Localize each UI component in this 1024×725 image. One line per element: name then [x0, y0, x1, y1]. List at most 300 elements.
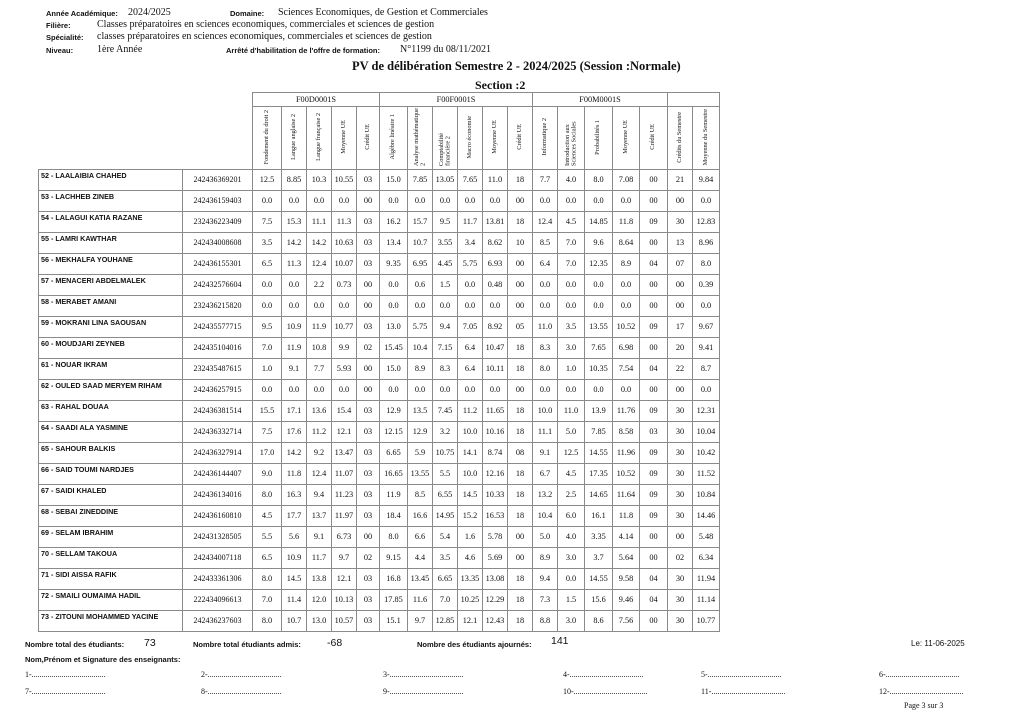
- grade-cell: 8.0: [380, 527, 408, 548]
- subject-header: [282, 107, 307, 170]
- grade-cell: 11.07: [332, 464, 357, 485]
- subject-header-label: Moyenne UE: [621, 120, 629, 154]
- student-matricule: 232435487615: [183, 359, 253, 380]
- table-row: [39, 548, 720, 569]
- student-name: 56 - MEKHALFA YOUHANE: [39, 254, 183, 275]
- student-matricule: 242431328505: [183, 527, 253, 548]
- page-title: PV de délibération Semestre 2 - 2024/2025 (Session :Normale): [352, 59, 681, 73]
- grade-cell: 0.0: [558, 296, 585, 317]
- module-header: F00M0001S: [533, 93, 668, 107]
- grade-cell: 30: [668, 569, 693, 590]
- student-matricule: 242436327914: [183, 443, 253, 464]
- grade-cell: 5.75: [408, 317, 433, 338]
- grade-cell: 8.74: [483, 443, 508, 464]
- subject-header-label: Probabilités 1: [594, 119, 602, 155]
- signature-line: 11-.....................................: [701, 687, 786, 696]
- grade-cell: 11.7: [307, 548, 332, 569]
- student-name: 65 - SAHOUR BALKIS: [39, 443, 183, 464]
- grade-cell: 00: [357, 191, 380, 212]
- grade-cell: 17.1: [282, 401, 307, 422]
- grade-cell: 9.7: [332, 548, 357, 569]
- grade-cell: 0.73: [332, 275, 357, 296]
- grade-cell: 0.0: [613, 275, 640, 296]
- grade-cell: 6.34: [693, 548, 720, 569]
- grade-cell: 0.0: [380, 296, 408, 317]
- table-row: [39, 191, 720, 212]
- grade-cell: 8.0: [693, 254, 720, 275]
- grade-cell: 13.47: [332, 443, 357, 464]
- signature-title: Nom,Prénom et Signature des enseignants:: [25, 655, 181, 664]
- grade-cell: 10.7: [408, 233, 433, 254]
- grade-cell: 13.8: [307, 569, 332, 590]
- subject-header: [357, 107, 380, 170]
- student-matricule: 242434008608: [183, 233, 253, 254]
- grade-cell: 00: [508, 527, 533, 548]
- grade-cell: 13.2: [533, 485, 558, 506]
- grade-cell: 6.93: [483, 254, 508, 275]
- grade-cell: 08: [508, 443, 533, 464]
- grade-cell: 8.9: [408, 359, 433, 380]
- grade-cell: 13.55: [585, 317, 613, 338]
- grade-cell: 11.1: [533, 422, 558, 443]
- arrete-value: N°1199 du 08/11/2021: [400, 44, 492, 55]
- subject-header: [508, 107, 533, 170]
- grade-cell: 00: [640, 170, 668, 191]
- table-row: [39, 506, 720, 527]
- student-name: 63 - RAHAL DOUAA: [39, 401, 183, 422]
- grade-cell: 16.3: [282, 485, 307, 506]
- grade-cell: 14.1: [458, 443, 483, 464]
- grade-cell: 11.3: [332, 212, 357, 233]
- grade-cell: 11.8: [613, 506, 640, 527]
- grade-cell: 0.0: [458, 380, 483, 401]
- grade-cell: 04: [640, 569, 668, 590]
- grade-cell: 03: [357, 170, 380, 191]
- grade-cell: 3.0: [558, 338, 585, 359]
- grade-cell: 7.56: [613, 611, 640, 632]
- grade-cell: 6.4: [533, 254, 558, 275]
- grade-cell: 6.5: [253, 548, 282, 569]
- grade-cell: 8.5: [533, 233, 558, 254]
- grade-cell: 09: [640, 464, 668, 485]
- subject-header: [380, 107, 408, 170]
- grade-cell: 8.0: [253, 485, 282, 506]
- grade-cell: 03: [357, 317, 380, 338]
- student-matricule: 242433361306: [183, 569, 253, 590]
- grade-cell: 6.0: [558, 506, 585, 527]
- grade-cell: 18: [508, 590, 533, 611]
- grade-cell: 1.5: [558, 590, 585, 611]
- table-row: [39, 464, 720, 485]
- grade-cell: 0.0: [253, 191, 282, 212]
- grade-cell: 7.5: [253, 422, 282, 443]
- grade-cell: 17.6: [282, 422, 307, 443]
- grade-cell: 10.0: [458, 422, 483, 443]
- grade-cell: 5.64: [613, 548, 640, 569]
- grade-cell: 9.35: [380, 254, 408, 275]
- grade-cell: 0.0: [253, 380, 282, 401]
- student-name: 73 - ZITOUNI MOHAMMED YACINE: [39, 611, 183, 632]
- grade-cell: 03: [357, 254, 380, 275]
- grade-cell: 0.0: [307, 380, 332, 401]
- grade-cell: 11.94: [693, 569, 720, 590]
- grade-cell: 12.83: [693, 212, 720, 233]
- grade-cell: 00: [508, 275, 533, 296]
- document-date: Le: 11-06-2025: [911, 639, 965, 648]
- student-matricule: 222434096613: [183, 590, 253, 611]
- grade-cell: 9.9: [332, 338, 357, 359]
- table-row: [39, 380, 720, 401]
- grade-cell: 8.8: [533, 611, 558, 632]
- grade-cell: 9.5: [253, 317, 282, 338]
- table-row: [39, 212, 720, 233]
- grade-cell: 11.1: [307, 212, 332, 233]
- grade-cell: 13: [668, 233, 693, 254]
- grade-cell: 11.23: [332, 485, 357, 506]
- grade-cell: 00: [508, 380, 533, 401]
- grade-cell: 11.9: [282, 338, 307, 359]
- adjourned-label: Nombre des étudiants ajournés:: [417, 640, 532, 649]
- grade-cell: 11.9: [307, 317, 332, 338]
- grade-cell: 03: [357, 485, 380, 506]
- grade-cell: 11.65: [483, 401, 508, 422]
- grade-cell: 16.1: [585, 506, 613, 527]
- grade-cell: 10.52: [613, 317, 640, 338]
- grade-cell: 11.8: [282, 464, 307, 485]
- subject-header: [558, 107, 585, 170]
- grade-cell: 12.1: [332, 422, 357, 443]
- student-name: 54 - LALAGUI KATIA RAZANE: [39, 212, 183, 233]
- grade-cell: 0.0: [533, 275, 558, 296]
- table-row: [39, 590, 720, 611]
- subject-header: [640, 107, 668, 170]
- grade-cell: 7.65: [458, 170, 483, 191]
- grade-cell: 5.48: [693, 527, 720, 548]
- grade-cell: 03: [357, 590, 380, 611]
- grade-cell: 1.0: [558, 359, 585, 380]
- grade-cell: 14.85: [585, 212, 613, 233]
- grade-cell: 00: [668, 296, 693, 317]
- table-row: [39, 569, 720, 590]
- grade-cell: 14.55: [585, 443, 613, 464]
- grade-cell: 12.35: [585, 254, 613, 275]
- grade-cell: 15.45: [380, 338, 408, 359]
- signature-line: 8-.....................................: [201, 687, 282, 696]
- grade-cell: 02: [668, 548, 693, 569]
- student-matricule: 232436215820: [183, 296, 253, 317]
- grade-cell: 10.11: [483, 359, 508, 380]
- subject-header-label: Langue française 2: [314, 113, 322, 161]
- grade-cell: 0.0: [380, 191, 408, 212]
- grade-cell: 7.0: [433, 590, 458, 611]
- student-name: 53 - LACHHEB ZINEB: [39, 191, 183, 212]
- grade-cell: 12.4: [307, 254, 332, 275]
- grade-cell: 00: [640, 548, 668, 569]
- grade-cell: 4.0: [558, 170, 585, 191]
- grade-cell: 0.0: [433, 191, 458, 212]
- grade-cell: 10.52: [613, 464, 640, 485]
- student-matricule: 242436237603: [183, 611, 253, 632]
- grade-cell: 30: [668, 443, 693, 464]
- grade-cell: 0.0: [458, 296, 483, 317]
- grade-cell: 14.5: [458, 485, 483, 506]
- grade-cell: 04: [640, 254, 668, 275]
- grade-cell: 14.95: [433, 506, 458, 527]
- grade-cell: 0.0: [533, 380, 558, 401]
- grade-cell: 0.0: [533, 191, 558, 212]
- grade-cell: 8.0: [253, 611, 282, 632]
- student-name: 55 - LAMRI KAWTHAR: [39, 233, 183, 254]
- grade-cell: 8.92: [483, 317, 508, 338]
- grade-cell: 00: [668, 527, 693, 548]
- subject-header-label: Crédit UE: [515, 124, 523, 150]
- grade-cell: 30: [668, 464, 693, 485]
- grade-cell: 03: [357, 233, 380, 254]
- grade-cell: 8.58: [613, 422, 640, 443]
- grade-cell: 13.9: [585, 401, 613, 422]
- grade-cell: 10.4: [533, 506, 558, 527]
- grade-cell: 00: [640, 338, 668, 359]
- subject-header-label: Crédit UE: [363, 124, 371, 150]
- grade-cell: 00: [640, 611, 668, 632]
- grade-cell: 30: [668, 401, 693, 422]
- grade-cell: 03: [357, 569, 380, 590]
- subject-header-label: Langue anglaise 2: [289, 114, 297, 160]
- grade-cell: 3.7: [585, 548, 613, 569]
- student-name: 69 - SELAM IBRAHIM: [39, 527, 183, 548]
- grade-cell: 14.2: [282, 233, 307, 254]
- grade-cell: 02: [357, 548, 380, 569]
- grade-cell: 11.2: [458, 401, 483, 422]
- student-name: 64 - SAADI ALA YASMINE: [39, 422, 183, 443]
- grade-cell: 3.55: [433, 233, 458, 254]
- grade-cell: 4.4: [408, 548, 433, 569]
- grade-cell: 14.2: [307, 233, 332, 254]
- grade-cell: 10.42: [693, 443, 720, 464]
- grade-cell: 11.9: [380, 485, 408, 506]
- grade-cell: 9.1: [307, 527, 332, 548]
- module-header: F00F0001S: [380, 93, 533, 107]
- grade-cell: 11.0: [483, 170, 508, 191]
- grade-cell: 5.5: [433, 464, 458, 485]
- grade-cell: 0.0: [483, 191, 508, 212]
- table-row: [39, 485, 720, 506]
- grade-cell: 11.8: [613, 212, 640, 233]
- grade-cell: 12.15: [380, 422, 408, 443]
- student-matricule: 242435104016: [183, 338, 253, 359]
- grade-cell: 16.53: [483, 506, 508, 527]
- grade-cell: 12.43: [483, 611, 508, 632]
- student-matricule: 242432576604: [183, 275, 253, 296]
- grade-cell: 15.2: [458, 506, 483, 527]
- grade-cell: 10.4: [408, 338, 433, 359]
- grade-cell: 5.4: [433, 527, 458, 548]
- grade-cell: 10.0: [458, 464, 483, 485]
- grade-cell: 10.63: [332, 233, 357, 254]
- grade-cell: 3.4: [458, 233, 483, 254]
- grade-cell: 6.5: [253, 254, 282, 275]
- grade-cell: 8.0: [585, 170, 613, 191]
- subject-header-label: Introduction aux Sciences Sociales: [563, 121, 577, 166]
- table-row: [39, 359, 720, 380]
- table-row: [39, 254, 720, 275]
- specialite-label: Spécialité:: [46, 33, 84, 42]
- grade-cell: 18: [508, 401, 533, 422]
- grade-cell: 10.16: [483, 422, 508, 443]
- grade-cell: 7.0: [558, 233, 585, 254]
- subject-header: [613, 107, 640, 170]
- signature-line: 10-.....................................: [563, 687, 648, 696]
- grade-cell: 5.69: [483, 548, 508, 569]
- subject-header-label: Analyse mathématique 2: [412, 108, 426, 166]
- table-row: [39, 275, 720, 296]
- grade-cell: 12.1: [458, 611, 483, 632]
- grade-cell: 00: [357, 380, 380, 401]
- grade-cell: 11.0: [533, 317, 558, 338]
- grade-cell: 12.5: [558, 443, 585, 464]
- grade-cell: 0.0: [282, 380, 307, 401]
- grade-cell: 0.0: [408, 296, 433, 317]
- grade-cell: 12.9: [380, 401, 408, 422]
- grade-cell: 10.13: [332, 590, 357, 611]
- grade-cell: 00: [508, 296, 533, 317]
- grade-cell: 0.0: [585, 275, 613, 296]
- grade-cell: 0.0: [558, 380, 585, 401]
- grade-cell: 10.47: [483, 338, 508, 359]
- grade-cell: 9.2: [307, 443, 332, 464]
- grade-cell: 0.39: [693, 275, 720, 296]
- grade-cell: 30: [668, 422, 693, 443]
- grade-cell: 0.0: [282, 191, 307, 212]
- arrete-label: Arrêté d'habilitation de l'offre de formation:: [226, 46, 380, 55]
- grade-cell: 0.0: [332, 191, 357, 212]
- grade-cell: 18: [508, 212, 533, 233]
- grade-cell: 0.0: [693, 191, 720, 212]
- grade-cell: 12.16: [483, 464, 508, 485]
- grade-cell: 10.33: [483, 485, 508, 506]
- grade-cell: 8.64: [613, 233, 640, 254]
- grade-cell: 00: [640, 233, 668, 254]
- signature-line: 6-.....................................: [879, 670, 960, 679]
- grade-cell: 5.9: [408, 443, 433, 464]
- signature-line: 5-.....................................: [701, 670, 782, 679]
- admitted-value: -68: [327, 637, 343, 649]
- grade-cell: 03: [640, 422, 668, 443]
- grade-cell: 12.9: [408, 422, 433, 443]
- grade-cell: 03: [357, 611, 380, 632]
- grade-cell: 14.2: [282, 443, 307, 464]
- signature-line: 12-.....................................: [879, 687, 964, 696]
- signature-line: 1-.....................................: [25, 670, 106, 679]
- grade-cell: 18: [508, 506, 533, 527]
- grade-cell: 6.73: [332, 527, 357, 548]
- grade-cell: 00: [668, 380, 693, 401]
- grade-cell: 10.9: [282, 548, 307, 569]
- grade-cell: 05: [508, 317, 533, 338]
- subject-header-label: Crédits du Semestre: [675, 111, 683, 163]
- grade-cell: 21: [668, 170, 693, 191]
- grade-cell: 9.41: [693, 338, 720, 359]
- grade-cell: 11.14: [693, 590, 720, 611]
- grade-cell: 6.65: [380, 443, 408, 464]
- subject-header: [483, 107, 508, 170]
- grade-cell: 0.0: [380, 275, 408, 296]
- grade-cell: 0.0: [558, 569, 585, 590]
- grade-cell: 0.0: [433, 296, 458, 317]
- grade-cell: 0.0: [253, 296, 282, 317]
- table-row: [39, 422, 720, 443]
- grade-cell: 30: [668, 506, 693, 527]
- grade-cell: 3.5: [558, 317, 585, 338]
- grade-cell: 0.48: [483, 275, 508, 296]
- grade-cell: 17.35: [585, 464, 613, 485]
- grade-cell: 15.5: [253, 401, 282, 422]
- grade-cell: 0.0: [253, 275, 282, 296]
- grade-cell: 5.78: [483, 527, 508, 548]
- student-matricule: 242436332714: [183, 422, 253, 443]
- grade-cell: 18: [508, 338, 533, 359]
- grade-cell: 00: [508, 191, 533, 212]
- annee-label: Année Académique:: [46, 9, 118, 18]
- grade-cell: 8.62: [483, 233, 508, 254]
- grade-cell: 18: [508, 170, 533, 191]
- grade-cell: 20: [668, 338, 693, 359]
- grade-cell: 10.55: [332, 170, 357, 191]
- grade-cell: 15.3: [282, 212, 307, 233]
- grade-cell: 5.0: [533, 527, 558, 548]
- grade-cell: 00: [357, 527, 380, 548]
- grade-cell: 30: [668, 485, 693, 506]
- grade-cell: 00: [508, 254, 533, 275]
- subject-header-label: Moyenne UE: [339, 120, 347, 154]
- grade-cell: 0.0: [585, 191, 613, 212]
- grade-cell: 18: [508, 569, 533, 590]
- grade-cell: 00: [357, 359, 380, 380]
- grade-cell: 12.4: [307, 464, 332, 485]
- grade-cell: 14.5: [282, 569, 307, 590]
- student-name: 71 - SIDI AISSA RAFIK: [39, 569, 183, 590]
- student-matricule: 242436257915: [183, 380, 253, 401]
- signature-line: 2-.....................................: [201, 670, 282, 679]
- grade-cell: 0.6: [408, 275, 433, 296]
- grade-cell: 09: [640, 485, 668, 506]
- grade-cell: 3.0: [558, 548, 585, 569]
- grade-cell: 8.5: [408, 485, 433, 506]
- table-row: [39, 443, 720, 464]
- signature-line: 3-.....................................: [383, 670, 464, 679]
- grade-cell: 8.96: [693, 233, 720, 254]
- grade-cell: 12.1: [332, 569, 357, 590]
- student-matricule: 242436160810: [183, 506, 253, 527]
- grade-cell: 15.4: [332, 401, 357, 422]
- grade-cell: 16.6: [408, 506, 433, 527]
- grade-cell: 16.8: [380, 569, 408, 590]
- grade-cell: 04: [640, 590, 668, 611]
- grade-cell: 0.0: [693, 380, 720, 401]
- student-name: 66 - SAID TOUMI NARDJES: [39, 464, 183, 485]
- student-matricule: 242436155301: [183, 254, 253, 275]
- grade-cell: 3.2: [433, 422, 458, 443]
- grade-cell: 9.4: [433, 317, 458, 338]
- subject-header-row: [39, 107, 720, 170]
- student-name: 67 - SAIDI KHALED: [39, 485, 183, 506]
- student-name: 62 - OULED SAAD MERYEM RIHAM: [39, 380, 183, 401]
- grade-cell: 18.4: [380, 506, 408, 527]
- grade-cell: 3.35: [585, 527, 613, 548]
- grade-cell: 15.1: [380, 611, 408, 632]
- grade-cell: 13.7: [307, 506, 332, 527]
- student-name: 60 - MOUDJARI ZEYNEB: [39, 338, 183, 359]
